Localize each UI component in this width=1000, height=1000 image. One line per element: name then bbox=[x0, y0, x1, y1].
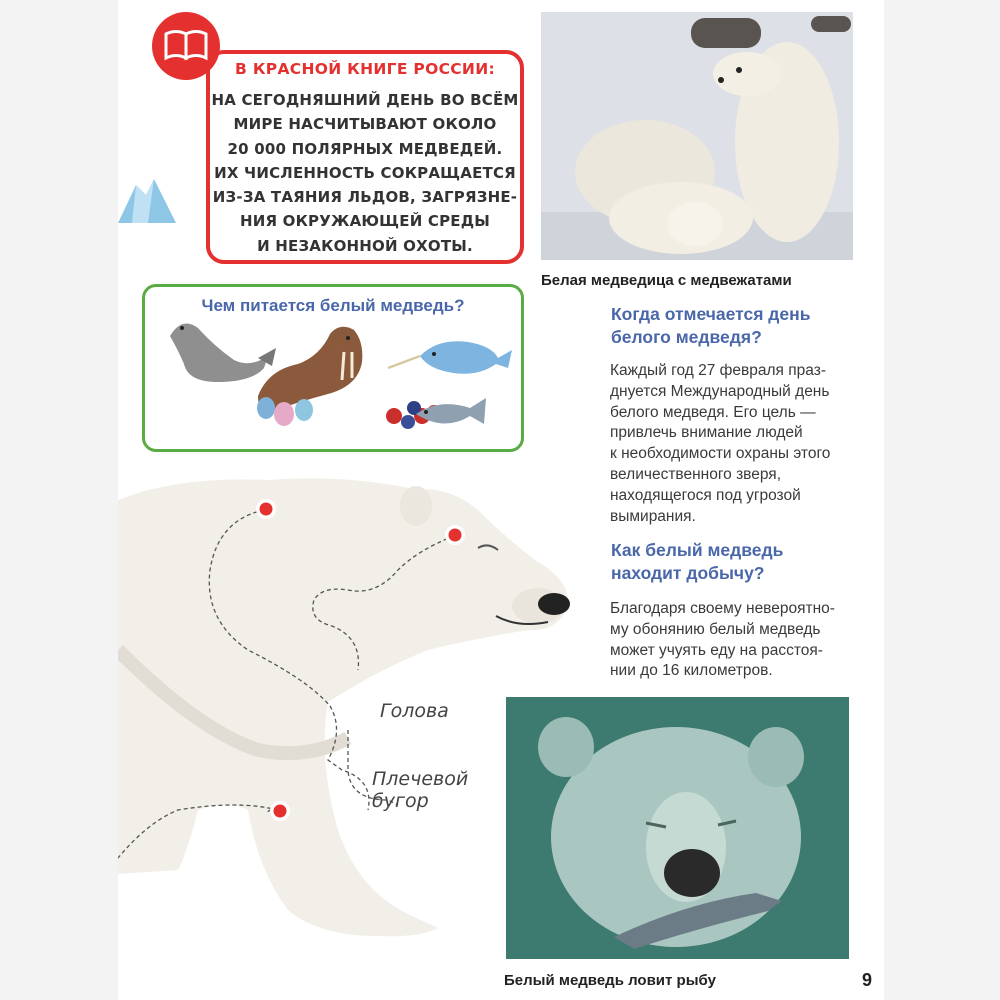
label-head: Голова bbox=[380, 700, 449, 722]
caption-bottom-photo: Белый медведь ловит рыбу bbox=[504, 972, 716, 989]
underwater-bear-image bbox=[506, 697, 849, 959]
caption-top-photo: Белая медведица с медвежатами bbox=[541, 272, 792, 289]
book-page bbox=[118, 0, 884, 1000]
page-number: 9 bbox=[862, 970, 873, 990]
question-bear-day: Когда отмечается день белого медведя? bbox=[611, 304, 811, 347]
label-shoulder-hump: Плечевой бугор bbox=[372, 768, 469, 812]
red-book-heading: В КРАСНОЙ КНИГЕ РОССИИ: bbox=[235, 60, 495, 78]
red-book-text: НА СЕГОДНЯШНИЙ ДЕНЬ ВО ВСЁМ МИРЕ НАСЧИТЫВАЮТ ОКОЛО 20 000 ПОЛЯРНЫХ МЕДВЕДЕЙ. ИХ ЧИСЛЕННОСТЬ СОКРАЩАЕТСЯ ИЗ-ЗА ТАЯНИЯ ЛЬДОВ, ЗАГРЯЗНЕ- НИЯ ОКРУЖАЮЩЕЙ СРЕДЫ И НЕЗАКОННОЙ ОХОТЫ. bbox=[211, 91, 519, 255]
question-finding-prey: Как белый медведь находит добычу? bbox=[611, 540, 784, 583]
polar-bear-family-image bbox=[541, 12, 853, 260]
narwhal-icon bbox=[388, 341, 512, 374]
diet-title: Чем питается белый медведь? bbox=[201, 296, 465, 315]
diet-illustrations bbox=[158, 312, 518, 447]
answer-finding-prey: Благодаря своему невероятно- му обонянию белый медведь может учуять еду на расстоя- нии до 16 километров. bbox=[610, 600, 835, 680]
walrus-icon bbox=[258, 327, 362, 412]
answer-bear-day: Каждый год 27 февраля праз- днуется Международный день белого медведя. Его цель — привлечь внимание людей к необходимости охраны этого величественного зверя, находящегося под угрозой вымирания. bbox=[610, 362, 831, 525]
iceberg-icon bbox=[118, 175, 178, 225]
photo-bear-catching-fish bbox=[506, 697, 849, 959]
seal-icon bbox=[170, 324, 276, 383]
photo-mother-with-cubs bbox=[541, 12, 853, 260]
